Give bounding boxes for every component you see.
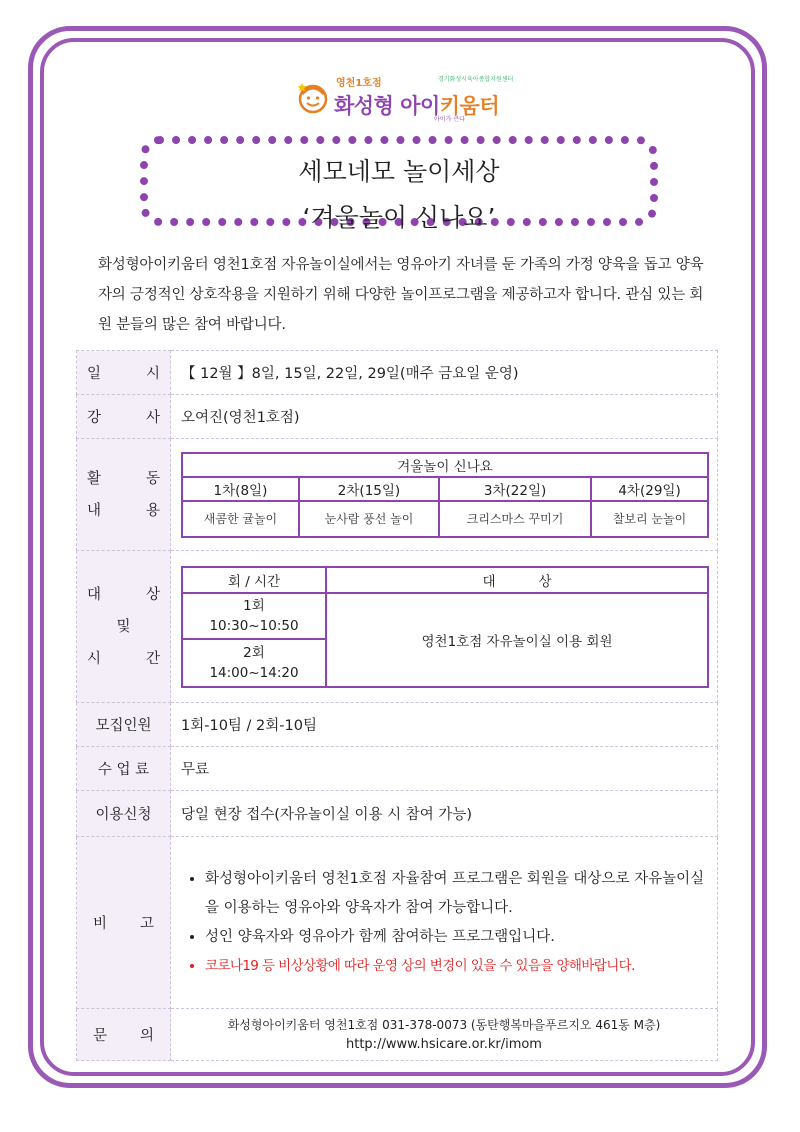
contact-url[interactable]: http://www.hsicare.or.kr/imom xyxy=(346,1036,542,1052)
row-label: 강 사 xyxy=(77,395,171,439)
row-label: 비 고 xyxy=(77,837,171,1009)
info-table xyxy=(76,350,718,1061)
row-target xyxy=(77,551,718,703)
session-name: 눈사람 풍선 놀이 xyxy=(299,501,439,537)
row-label: 일 시 xyxy=(77,351,171,395)
row-instructor xyxy=(77,395,718,439)
schedule-header-target: 대 상 xyxy=(326,567,708,593)
note-warning: • 코로나19 등 비상상황에 따라 운영 상의 변경이 있을 수 있음을 양해바랍니다. xyxy=(205,952,705,981)
logo xyxy=(296,70,516,130)
title-line-2: ‘겨울놀이 신나요’ xyxy=(302,203,496,232)
session-name: 찰보리 눈놀이 xyxy=(591,501,708,537)
row-date xyxy=(77,351,718,395)
row-fee xyxy=(77,747,718,791)
row-label: 대 상 및 시 간 xyxy=(77,551,171,703)
session-round: 4차(29일) xyxy=(591,477,708,501)
apply-value: 당일 현장 접수(자유놀이실 이용 시 참여 가능) xyxy=(171,791,718,837)
row-label: 수 업 료 xyxy=(77,747,171,791)
note-item: • 화성형아이키움터 영천1호점 자율참여 프로그램은 회원을 대상으로 자유놀이실을 이용하는 영유아와 양육자가 참여 가능합니다. xyxy=(205,865,705,923)
row-label: 활 동 내 용 xyxy=(77,439,171,551)
activity-header: 겨울놀이 신나요 xyxy=(182,453,708,477)
date-value: 【 12월 】8일, 15일, 22일, 29일(매주 금요일 운영) xyxy=(171,351,718,395)
notes-list xyxy=(177,865,705,981)
intro-text: 화성형아이키움터 영천1호점 자유놀이실에서는 영유아기 자녀를 둔 가족의 가정 양육을 돕고 양육자의 긍정적인 상호작용을 지원하기 위해 다양한 놀이프로그램을 제공하고자 합니다. 관심 있는 회원 분들의 많은 참여 바랍니다. xyxy=(98,257,704,333)
row-label: 모집인원 xyxy=(77,703,171,747)
logo-slogan: 아이가 큰다 xyxy=(434,116,465,123)
session-round: 1차(8일) xyxy=(182,477,299,501)
title-line-1: 세모네모 놀이세상 xyxy=(298,157,500,186)
instructor-value: 오여진(영천1호점) xyxy=(171,395,718,439)
logo-branch: 영천1호점 xyxy=(336,78,382,89)
row-notes xyxy=(77,837,718,1009)
slot-2: 2회 14:00~14:20 xyxy=(182,639,326,687)
row-contact xyxy=(77,1009,718,1061)
row-recruit xyxy=(77,703,718,747)
logo-tagline: 경기화성시육아종합지원센터 xyxy=(438,76,514,83)
row-label: 문 의 xyxy=(77,1009,171,1061)
logo-title-b: 키움터 xyxy=(439,94,500,118)
session-round: 3차(22일) xyxy=(439,477,591,501)
contact-info xyxy=(171,1009,718,1061)
activity-table xyxy=(181,452,709,538)
slot-1: 1회 10:30~10:50 xyxy=(182,593,326,639)
smiling-face-icon xyxy=(296,80,330,114)
row-apply xyxy=(77,791,718,837)
session-round: 2차(15일) xyxy=(299,477,439,501)
logo-title-a: 화성형 아이 xyxy=(334,94,440,118)
contact-line: 화성형아이키움터 영천1호점 031-378-0073 (동탄행복마을푸르지오 461동 M층) xyxy=(227,1017,661,1032)
schedule-header-time: 회 / 시간 xyxy=(182,567,326,593)
row-label: 이용신청 xyxy=(77,791,171,837)
target-value: 영천1호점 자유놀이실 이용 회원 xyxy=(326,593,708,687)
title-box xyxy=(140,136,658,232)
session-name: 크리스마스 꾸미기 xyxy=(439,501,591,537)
row-activity xyxy=(77,439,718,551)
logo-title xyxy=(334,90,499,120)
fee-value: 무료 xyxy=(171,747,718,791)
schedule-table xyxy=(181,566,709,688)
note-item: • 성인 양육자와 영유아가 함께 참여하는 프로그램입니다. xyxy=(205,923,705,952)
session-name: 새콤한 귤놀이 xyxy=(182,501,299,537)
recruit-value: 1회-10팀 / 2회-10팀 xyxy=(171,703,718,747)
